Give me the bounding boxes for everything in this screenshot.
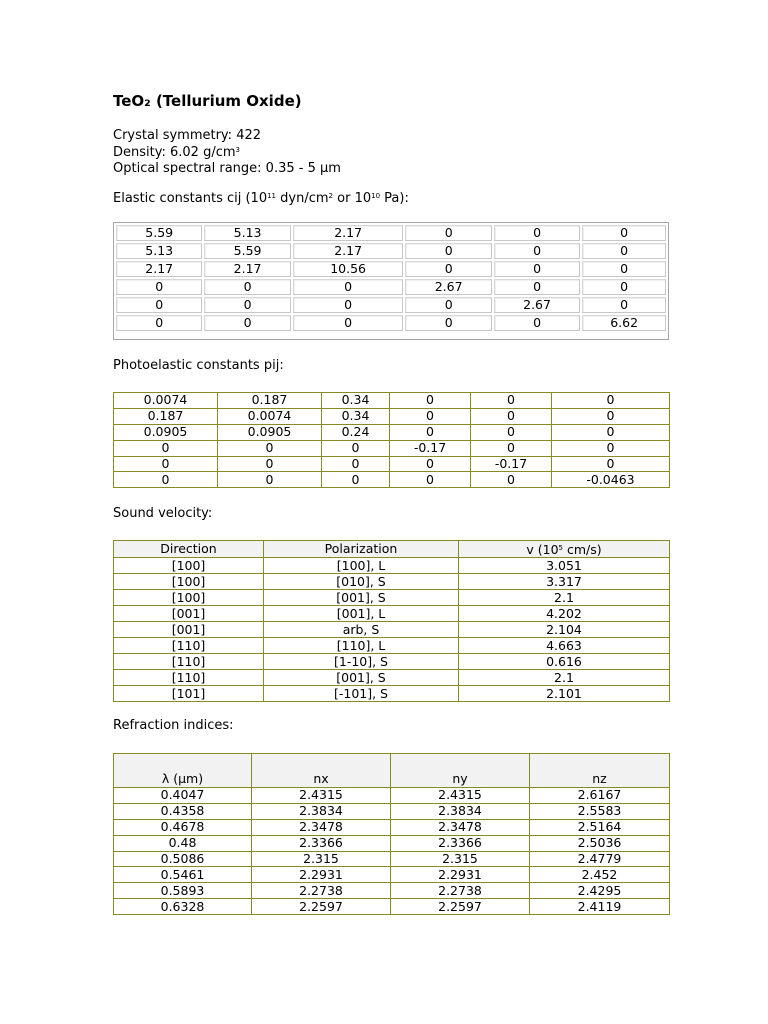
column-header-wavelength: λ (μm)	[114, 754, 252, 788]
table-cell: 0.187	[114, 408, 218, 424]
table-cell: 5.13	[116, 243, 202, 259]
table-cell: 2.2738	[252, 883, 391, 899]
table-cell: 0	[390, 393, 471, 409]
table-cell: 2.315	[252, 851, 391, 867]
table-cell: 2.5583	[530, 803, 670, 819]
table-row	[114, 899, 670, 915]
table-cell: 4.202	[459, 606, 670, 622]
elastic-label-exp-2: 2	[328, 192, 333, 200]
table-cell: 10.56	[293, 261, 404, 277]
table-cell: 2.4315	[391, 788, 530, 804]
table-cell: 2.5036	[530, 835, 670, 851]
table-cell: 2.3478	[391, 819, 530, 835]
table-cell: 2.104	[459, 622, 670, 638]
table-cell: arb, S	[264, 622, 459, 638]
table-row	[114, 686, 670, 702]
table-cell: 2.101	[459, 686, 670, 702]
table-cell: 0.5086	[114, 851, 252, 867]
table-cell: [-101], S	[264, 686, 459, 702]
table-cell: 0.0905	[218, 424, 322, 440]
page-title: TeO₂ (Tellurium Oxide)	[113, 92, 302, 110]
table-cell: 0	[114, 472, 218, 488]
table-cell: 0.4678	[114, 819, 252, 835]
table-cell: 3.317	[459, 574, 670, 590]
table-cell: 0	[405, 225, 491, 241]
table-row	[114, 788, 670, 804]
crystal-symmetry: Crystal symmetry: 422	[113, 128, 262, 143]
density-text: Density: 6.02 g/cm	[113, 145, 236, 161]
elastic-label-part-c: or 10	[333, 191, 372, 206]
column-header-polarization: Polarization	[264, 541, 459, 558]
table-row	[114, 883, 670, 899]
table-row	[114, 440, 670, 456]
table-cell: 0.187	[218, 393, 322, 409]
table-cell: 0	[552, 408, 670, 424]
table-cell: 0	[293, 297, 404, 313]
table-row	[116, 279, 666, 295]
table-cell: 5.59	[204, 243, 290, 259]
table-row	[114, 456, 670, 472]
table-cell: 0	[390, 408, 471, 424]
table-cell: [001], S	[264, 590, 459, 606]
table-cell: [100]	[114, 574, 264, 590]
table-cell: 0	[116, 315, 202, 331]
table-row	[114, 803, 670, 819]
table-cell: 0	[218, 456, 322, 472]
table-cell: 0	[204, 279, 290, 295]
table-cell: 0	[552, 393, 670, 409]
sound-velocity-label: Sound velocity:	[113, 506, 213, 521]
table-cell: 0	[582, 297, 666, 313]
table-cell: 0	[293, 315, 404, 331]
table-row	[114, 408, 670, 424]
table-cell: 0	[582, 243, 666, 259]
table-cell: 2.3366	[252, 835, 391, 851]
table-cell: 0	[390, 472, 471, 488]
table-row	[116, 261, 666, 277]
table-cell: 2.2597	[391, 899, 530, 915]
refraction-indices-table	[113, 753, 670, 915]
table-cell: 2.2931	[252, 867, 391, 883]
sound-velocity-table	[113, 540, 670, 702]
table-cell: 0	[293, 279, 404, 295]
table-cell: 0.616	[459, 654, 670, 670]
table-header-row	[114, 754, 670, 788]
table-cell: 0	[552, 456, 670, 472]
table-cell: 2.315	[391, 851, 530, 867]
table-cell: 2.2738	[391, 883, 530, 899]
table-cell: 2.17	[204, 261, 290, 277]
table-cell: 2.3834	[252, 803, 391, 819]
elastic-label-exp-3: 10	[371, 192, 381, 200]
table-cell: 0	[218, 440, 322, 456]
table-cell: [001], S	[264, 670, 459, 686]
table-cell: 0	[552, 440, 670, 456]
table-cell: 0	[405, 261, 491, 277]
table-row	[116, 243, 666, 259]
table-row	[114, 670, 670, 686]
table-cell: 0	[114, 440, 218, 456]
table-cell: [001]	[114, 622, 264, 638]
table-cell: 0	[494, 261, 580, 277]
table-row	[116, 225, 666, 241]
table-row	[114, 424, 670, 440]
table-row	[114, 654, 670, 670]
table-cell: 2.3478	[252, 819, 391, 835]
table-header-row	[114, 541, 670, 558]
table-cell: [110], L	[264, 638, 459, 654]
table-cell: 0.24	[322, 424, 390, 440]
table-row	[114, 819, 670, 835]
table-cell: 0.6328	[114, 899, 252, 915]
table-cell: 2.4295	[530, 883, 670, 899]
table-cell: 2.2597	[252, 899, 391, 915]
table-row	[116, 315, 666, 331]
elastic-label-part-d: Pa):	[380, 191, 409, 206]
crystal-properties	[113, 128, 341, 176]
elastic-constants-table-frame	[113, 222, 669, 340]
table-cell: 0	[471, 424, 552, 440]
table-cell: 0.0905	[114, 424, 218, 440]
elastic-label-exp-1: 11	[267, 192, 277, 200]
velocity-header-text: v (10	[526, 542, 559, 557]
table-cell: 0.48	[114, 835, 252, 851]
column-header-direction: Direction	[114, 541, 264, 558]
elastic-label-part-a: Elastic constants cij (10	[113, 191, 268, 206]
table-cell: 0	[582, 261, 666, 277]
table-cell: 0	[322, 440, 390, 456]
table-cell: [110]	[114, 654, 264, 670]
table-cell: 2.17	[116, 261, 202, 277]
photoelastic-label: Photoelastic constants pij:	[113, 358, 284, 373]
table-cell: -0.17	[471, 456, 552, 472]
table-cell: [101]	[114, 686, 264, 702]
table-cell: 0	[204, 315, 290, 331]
elastic-label-part-b: dyn/cm	[276, 191, 329, 206]
table-cell: [100], L	[264, 558, 459, 574]
table-cell: [100]	[114, 590, 264, 606]
column-header-nz: nz	[530, 754, 670, 788]
table-cell: 0	[405, 315, 491, 331]
table-cell: 0.4047	[114, 788, 252, 804]
table-cell: [001]	[114, 606, 264, 622]
table-cell: 0.5893	[114, 883, 252, 899]
table-cell: 5.59	[116, 225, 202, 241]
table-row	[114, 393, 670, 409]
table-cell: 0	[582, 225, 666, 241]
table-cell: [1-10], S	[264, 654, 459, 670]
table-cell: -0.17	[390, 440, 471, 456]
table-cell: [110]	[114, 638, 264, 654]
table-cell: 0	[582, 279, 666, 295]
table-cell: 0	[322, 472, 390, 488]
table-row	[114, 590, 670, 606]
table-cell: 2.4315	[252, 788, 391, 804]
table-row	[114, 558, 670, 574]
table-cell: 0	[552, 424, 670, 440]
density-exponent: 3	[235, 146, 240, 155]
table-cell: 0.34	[322, 393, 390, 409]
table-cell: 2.67	[405, 279, 491, 295]
table-cell: 0.0074	[218, 408, 322, 424]
table-row	[114, 606, 670, 622]
table-cell: 4.663	[459, 638, 670, 654]
table-cell: [110]	[114, 670, 264, 686]
table-row	[114, 835, 670, 851]
table-cell: 0.4358	[114, 803, 252, 819]
table-cell: 0	[494, 279, 580, 295]
table-cell: 0	[471, 440, 552, 456]
photoelastic-table	[113, 392, 670, 488]
density	[113, 143, 341, 160]
table-cell: [010], S	[264, 574, 459, 590]
table-cell: 0	[494, 243, 580, 259]
table-cell: 0	[322, 456, 390, 472]
table-cell: 2.3834	[391, 803, 530, 819]
table-cell: 2.17	[293, 225, 404, 241]
elastic-constants-label	[113, 188, 409, 207]
table-cell: [001], L	[264, 606, 459, 622]
table-cell: 0	[390, 456, 471, 472]
table-cell: 2.1	[459, 670, 670, 686]
table-row	[114, 472, 670, 488]
table-cell: 0	[204, 297, 290, 313]
table-cell: 2.17	[293, 243, 404, 259]
column-header-velocity	[459, 541, 670, 558]
table-cell: 2.6167	[530, 788, 670, 804]
table-cell: 0	[116, 297, 202, 313]
table-cell: 0	[471, 393, 552, 409]
table-row	[116, 297, 666, 313]
column-header-nx: nx	[252, 754, 391, 788]
table-row	[114, 622, 670, 638]
table-cell: 0	[218, 472, 322, 488]
table-cell: 0	[390, 424, 471, 440]
table-row	[114, 638, 670, 654]
table-cell: 2.4779	[530, 851, 670, 867]
table-cell: 2.452	[530, 867, 670, 883]
table-cell: 0.0074	[114, 393, 218, 409]
table-cell: 0.5461	[114, 867, 252, 883]
table-cell: 0	[116, 279, 202, 295]
table-cell: 2.2931	[391, 867, 530, 883]
table-cell: 2.5164	[530, 819, 670, 835]
table-cell: 2.3366	[391, 835, 530, 851]
table-row	[114, 574, 670, 590]
table-cell: 0	[494, 315, 580, 331]
table-cell: 3.051	[459, 558, 670, 574]
table-cell: 2.67	[494, 297, 580, 313]
table-cell: [100]	[114, 558, 264, 574]
table-cell: -0.0463	[552, 472, 670, 488]
velocity-header-exponent: 5	[558, 544, 563, 552]
table-cell: 5.13	[204, 225, 290, 241]
table-cell: 2.1	[459, 590, 670, 606]
velocity-header-unit: cm/s)	[563, 542, 602, 557]
table-cell: 2.4119	[530, 899, 670, 915]
optical-range: Optical spectral range: 0.35 - 5 μm	[113, 160, 341, 176]
table-cell: 0	[471, 472, 552, 488]
table-cell: 0	[114, 456, 218, 472]
column-header-ny: ny	[391, 754, 530, 788]
table-cell: 0	[405, 243, 491, 259]
table-row	[114, 867, 670, 883]
table-cell: 0	[494, 225, 580, 241]
table-cell: 0	[405, 297, 491, 313]
refraction-indices-label: Refraction indices:	[113, 718, 234, 733]
table-cell: 6.62	[582, 315, 666, 331]
elastic-constants-table	[114, 223, 668, 333]
table-row	[114, 851, 670, 867]
table-cell: 0	[471, 408, 552, 424]
table-cell: 0.34	[322, 408, 390, 424]
